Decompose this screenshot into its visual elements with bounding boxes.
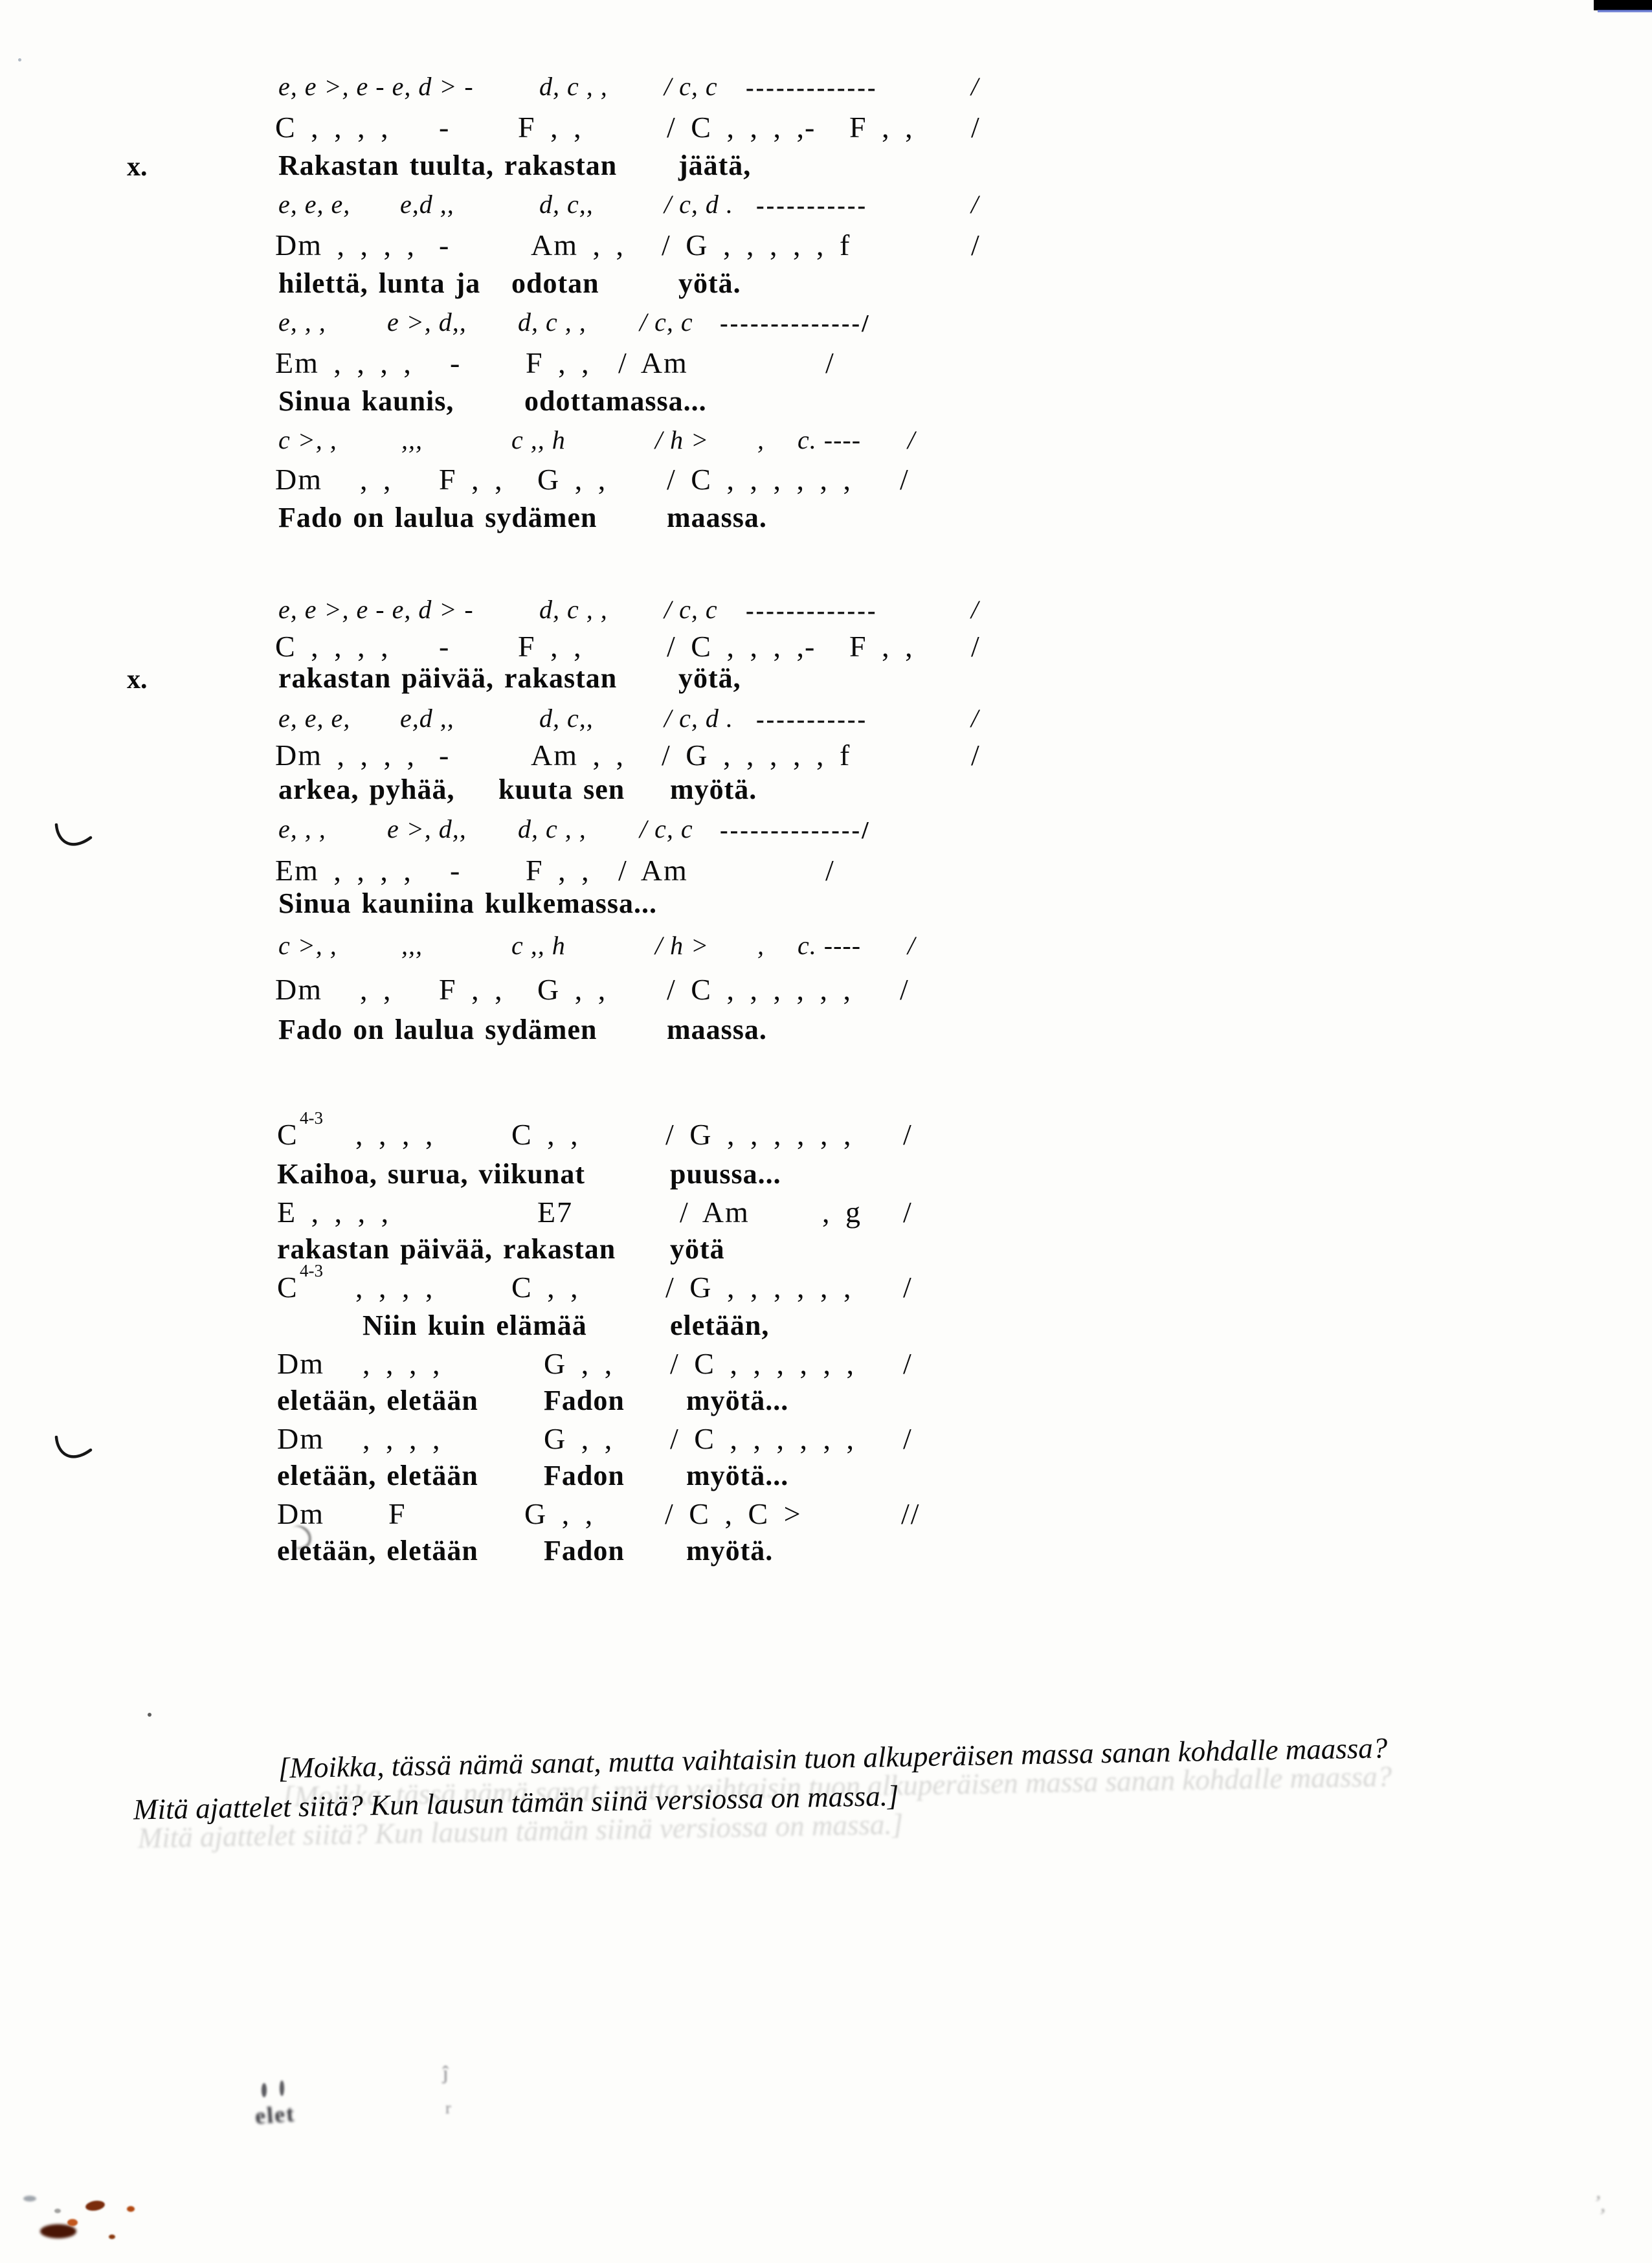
text-segment: eletään, eletään bbox=[277, 1385, 478, 1416]
verse2-melody-line-6 bbox=[0, 814, 1652, 854]
text-segment: / C , , , , , , bbox=[667, 463, 852, 496]
text-segment: d, c , , bbox=[518, 814, 586, 843]
text-segment: Fado on laulua sydämen bbox=[278, 1014, 597, 1045]
text-segment: / Am bbox=[680, 1196, 750, 1229]
text-segment: odotan bbox=[511, 267, 599, 299]
text-segment: / bbox=[825, 346, 835, 379]
text-segment: e, e >, e - e, d > - bbox=[278, 72, 474, 101]
text-segment: rakastan päivää, rakastan bbox=[277, 1233, 616, 1265]
text-segment: myötä... bbox=[686, 1460, 789, 1491]
text-segment: / C , , , , bbox=[667, 111, 805, 144]
text-segment: Niin kuin elämää bbox=[363, 1310, 587, 1341]
verse1-chords-line-7 bbox=[0, 346, 1652, 386]
verse2-lyrics-line-11 bbox=[0, 1013, 1652, 1053]
verse2-chords-line-4 bbox=[0, 738, 1652, 778]
text-segment: / bbox=[900, 463, 910, 496]
text-segment: / bbox=[900, 973, 910, 1006]
text-segment: F , , bbox=[849, 111, 914, 144]
text-segment: / Am bbox=[618, 346, 688, 379]
text-segment: , g bbox=[822, 1196, 862, 1229]
text-segment: C , , , , bbox=[275, 111, 390, 144]
text-segment: e, e >, e - e, d > - bbox=[278, 595, 474, 624]
text-segment: / G , , , , , f bbox=[662, 229, 851, 262]
text-segment: / h > bbox=[655, 931, 709, 960]
text-segment: G , , bbox=[537, 973, 607, 1006]
text-segment: / bbox=[971, 190, 979, 219]
text-segment: Am , , bbox=[531, 739, 625, 772]
text-segment: / G , , , , , , bbox=[665, 1118, 853, 1151]
text-segment: / bbox=[971, 72, 979, 101]
verse1-chords-line-4 bbox=[0, 228, 1652, 268]
text-segment: arkea, pyhää, bbox=[278, 774, 455, 805]
text-segment: E7 bbox=[537, 1196, 574, 1229]
text-segment: myötä... bbox=[686, 1385, 789, 1416]
verse1-lyrics-line-8 bbox=[0, 385, 1652, 425]
text-segment: / c, c bbox=[664, 72, 718, 101]
text-segment: ------------- bbox=[746, 74, 878, 102]
text-segment: / c, d . bbox=[664, 704, 733, 733]
text-segment: d, c,, bbox=[539, 190, 594, 219]
verse1-melody-line-9 bbox=[0, 425, 1652, 465]
text-segment: // bbox=[901, 1497, 921, 1530]
text-segment: e,d ,, bbox=[400, 704, 454, 733]
faded-ink-stamp: elet bbox=[254, 2100, 296, 2130]
text-segment: E , , , , bbox=[277, 1196, 390, 1229]
text-segment: Kaihoa, surua, viikunat bbox=[277, 1158, 586, 1190]
verse1-chords-line-1 bbox=[0, 110, 1652, 150]
text-segment: d, c,, bbox=[539, 704, 594, 733]
text-segment: eletään, eletään bbox=[277, 1460, 478, 1491]
ink-speck bbox=[280, 2080, 284, 2096]
text-segment: Em , , , , bbox=[275, 346, 412, 379]
text-segment: F , , bbox=[526, 346, 590, 379]
text-segment: - bbox=[439, 630, 451, 663]
rust-speck bbox=[109, 2235, 115, 2239]
text-segment: , bbox=[757, 931, 765, 960]
text-segment: / bbox=[971, 595, 979, 624]
text-segment: / G , , , , , , bbox=[665, 1271, 853, 1304]
text-segment: ,,, bbox=[401, 425, 423, 454]
verse1-lyrics-line-2 bbox=[0, 149, 1652, 189]
text-segment: / bbox=[971, 111, 981, 144]
verse2-melody-line-9 bbox=[0, 930, 1652, 970]
scan-corner-bar-blue-edge bbox=[1598, 10, 1652, 12]
text-segment: - bbox=[439, 111, 451, 144]
coda-chords-line-8 bbox=[0, 1421, 1652, 1462]
text-segment: / C , C > bbox=[665, 1497, 802, 1530]
text-segment: G , , bbox=[544, 1347, 614, 1380]
verse1-lyrics-line-5 bbox=[0, 267, 1652, 307]
text-segment: ------------- bbox=[746, 597, 878, 625]
verse2-margin-marker: x. bbox=[127, 665, 148, 695]
text-segment: Fadon bbox=[544, 1460, 625, 1491]
text-segment: , , , , bbox=[363, 1347, 441, 1380]
text-segment: eletään, bbox=[670, 1310, 770, 1341]
text-segment: C , , , , bbox=[275, 630, 390, 663]
text-segment: / bbox=[903, 1271, 913, 1304]
text-segment: Sinua kaunis, bbox=[278, 385, 454, 417]
coda-lyrics-line-5 bbox=[0, 1309, 1652, 1349]
text-segment: e >, d,, bbox=[387, 814, 467, 843]
text-segment: c ,, h bbox=[511, 425, 566, 454]
ink-dot bbox=[18, 58, 21, 61]
text-segment: / bbox=[903, 1347, 913, 1380]
verse1-melody-line-0 bbox=[0, 71, 1652, 111]
text-segment: / Am bbox=[618, 854, 688, 887]
text-segment: yötä, bbox=[678, 662, 741, 694]
text-segment: jäätä, bbox=[678, 150, 752, 181]
text-segment: / bbox=[971, 229, 981, 262]
text-segment: F , , bbox=[526, 854, 590, 887]
text-segment: e, , , bbox=[278, 814, 326, 843]
chord-suspension-superscript: 4-3 bbox=[300, 1261, 323, 1280]
verse1-margin-marker: x. bbox=[127, 152, 148, 182]
coda-lyrics-line-11 bbox=[0, 1534, 1652, 1574]
chord-suspension-superscript: 4-3 bbox=[300, 1108, 323, 1128]
text-segment: myötä. bbox=[670, 774, 757, 805]
text-segment: Dm , , , , bbox=[275, 739, 416, 772]
text-segment: / c, d . bbox=[664, 190, 733, 219]
text-segment: - bbox=[450, 854, 462, 887]
text-segment: Dm bbox=[277, 1422, 324, 1455]
text-segment: e,d ,, bbox=[400, 190, 454, 219]
text-segment: Dm bbox=[275, 463, 322, 496]
text-segment: kuuta sen bbox=[498, 774, 625, 805]
text-segment: Rakastan tuulta, rakastan bbox=[278, 150, 618, 181]
ink-speck bbox=[262, 2083, 267, 2097]
ink-dot bbox=[148, 1713, 151, 1717]
text-segment: e, e, e, bbox=[278, 704, 351, 733]
text-segment: , , , , bbox=[363, 1422, 441, 1455]
rust-speck bbox=[67, 2219, 78, 2226]
verse2-lyrics-line-5 bbox=[0, 773, 1652, 813]
text-segment: / C , , , , , , bbox=[670, 1422, 855, 1455]
text-segment: / bbox=[903, 1196, 913, 1229]
coda-chords-line-10 bbox=[0, 1497, 1652, 1537]
text-segment: / h > bbox=[655, 425, 709, 454]
text-segment: C , , bbox=[511, 1271, 579, 1304]
text-segment: yötä bbox=[670, 1233, 725, 1265]
text-segment: C bbox=[277, 1118, 298, 1151]
text-segment: Dm bbox=[277, 1347, 324, 1380]
text-segment: / bbox=[908, 425, 916, 454]
text-segment: F , , bbox=[849, 630, 914, 663]
text-segment: Dm , , , , bbox=[275, 229, 416, 262]
text-segment: / G , , , , , f bbox=[662, 739, 851, 772]
text-segment: c ,, h bbox=[511, 931, 566, 960]
text-segment: - bbox=[439, 739, 451, 772]
text-segment: maassa. bbox=[667, 1014, 767, 1045]
text-segment: Fadon bbox=[544, 1535, 625, 1566]
text-segment: / c, c bbox=[640, 814, 693, 843]
text-segment: F , , bbox=[518, 630, 583, 663]
scan-corner-bar bbox=[1594, 0, 1652, 10]
gray-speck bbox=[23, 2196, 36, 2202]
text-segment: / bbox=[971, 739, 981, 772]
text-segment: , , bbox=[360, 463, 392, 496]
text-segment: myötä. bbox=[686, 1535, 774, 1566]
text-segment: Fado on laulua sydämen bbox=[278, 502, 597, 533]
text-segment: maassa. bbox=[667, 502, 767, 533]
rust-speck bbox=[127, 2206, 135, 2212]
text-segment: / C , , , , , , bbox=[667, 973, 852, 1006]
gray-speck bbox=[54, 2209, 61, 2213]
ink-speck: r bbox=[445, 2099, 451, 2117]
text-segment: G , , bbox=[544, 1422, 614, 1455]
text-segment: d, c , , bbox=[539, 595, 608, 624]
text-segment: / bbox=[908, 931, 916, 960]
coda-lyrics-line-9 bbox=[0, 1459, 1652, 1499]
text-segment: c >, , bbox=[278, 931, 337, 960]
text-segment: Dm bbox=[277, 1497, 324, 1530]
text-segment: --------------/ bbox=[720, 310, 871, 337]
text-segment: F , , bbox=[439, 463, 504, 496]
verse2-melody-line-0 bbox=[0, 594, 1652, 634]
ink-speck: ’, bbox=[1592, 2191, 1609, 2217]
text-segment: c. ---- bbox=[798, 425, 862, 454]
text-segment: e >, d,, bbox=[387, 307, 467, 337]
text-segment: e, e, e, bbox=[278, 190, 351, 219]
text-segment: / bbox=[903, 1118, 913, 1151]
text-segment: Am , , bbox=[531, 229, 625, 262]
text-segment: d, c , , bbox=[539, 72, 608, 101]
text-segment: yötä. bbox=[678, 267, 741, 299]
note-line-1: [Moikka, tässä nämä sanat, mutta vaihtaisin tuon alkuperäisen massa sanan kohdalle maassa? bbox=[278, 1732, 1388, 1785]
text-segment: Sinua kauniina kulkemassa... bbox=[278, 887, 658, 919]
text-segment: d, c , , bbox=[518, 307, 586, 337]
text-segment: F bbox=[388, 1497, 407, 1530]
text-segment: / C , , , , bbox=[667, 630, 805, 663]
text-segment: - bbox=[450, 346, 462, 379]
text-segment: / C , , , , , , bbox=[670, 1347, 855, 1380]
text-segment: F , , bbox=[439, 973, 504, 1006]
verse2-melody-line-3 bbox=[0, 703, 1652, 743]
coda-lyrics-line-7 bbox=[0, 1384, 1652, 1424]
verse1-melody-line-3 bbox=[0, 189, 1652, 229]
text-segment: puussa... bbox=[670, 1158, 781, 1190]
text-segment: / bbox=[903, 1422, 913, 1455]
verse2-chords-line-10 bbox=[0, 972, 1652, 1012]
text-segment: Fadon bbox=[544, 1385, 625, 1416]
text-segment: , , , , bbox=[355, 1271, 434, 1304]
verse1-chords-line-10 bbox=[0, 462, 1652, 502]
text-segment: ----------- bbox=[756, 192, 868, 219]
text-segment: odottamassa... bbox=[524, 385, 707, 417]
text-segment: eletään, eletään bbox=[277, 1535, 478, 1566]
text-segment: , bbox=[757, 425, 765, 454]
text-segment: Em , , , , bbox=[275, 854, 412, 887]
text-segment: C bbox=[277, 1271, 298, 1304]
verse1-lyrics-line-11 bbox=[0, 501, 1652, 541]
text-segment: hilettä, lunta ja bbox=[278, 267, 481, 299]
note-line-2: Mitä ajattelet siitä? Kun lausun tämän siinä versiossa on massa.] bbox=[133, 1779, 899, 1826]
text-segment: C , , bbox=[511, 1118, 579, 1151]
coda-lyrics-line-1 bbox=[0, 1157, 1652, 1198]
rust-speck bbox=[85, 2200, 106, 2213]
text-segment: - bbox=[805, 630, 816, 663]
text-segment: --------------/ bbox=[720, 817, 871, 844]
coda-chords-line-2 bbox=[0, 1195, 1652, 1235]
text-segment: - bbox=[439, 229, 451, 262]
text-segment: c >, , bbox=[278, 425, 337, 454]
coda-chords-line-6 bbox=[0, 1346, 1652, 1387]
text-segment: c. ---- bbox=[798, 931, 862, 960]
text-segment: rakastan päivää, rakastan bbox=[278, 662, 618, 694]
verse2-lyrics-line-2 bbox=[0, 662, 1652, 702]
text-segment: / bbox=[825, 854, 835, 887]
text-segment: / bbox=[971, 704, 979, 733]
text-segment: F , , bbox=[518, 111, 583, 144]
text-segment: ----------- bbox=[756, 706, 868, 733]
text-segment: , , bbox=[360, 973, 392, 1006]
text-segment: ,,, bbox=[401, 931, 423, 960]
text-segment: , , , , bbox=[355, 1118, 434, 1151]
text-segment: / c, c bbox=[640, 307, 693, 337]
verse1-melody-line-6 bbox=[0, 307, 1652, 347]
text-segment: Dm bbox=[275, 973, 322, 1006]
coda-chords-line-0 bbox=[0, 1108, 1652, 1157]
text-segment: / c, c bbox=[664, 595, 718, 624]
verse2-lyrics-line-8 bbox=[0, 887, 1652, 927]
rust-speck bbox=[40, 2224, 76, 2238]
text-segment: - bbox=[805, 111, 816, 144]
text-segment: G , , bbox=[524, 1497, 594, 1530]
ink-speck: ĵ bbox=[443, 2062, 449, 2084]
coda-chords-line-4 bbox=[0, 1261, 1652, 1310]
text-segment: G , , bbox=[537, 463, 607, 496]
coda-lyrics-line-3 bbox=[0, 1232, 1652, 1273]
text-segment: / bbox=[971, 630, 981, 663]
text-segment: e, , , bbox=[278, 307, 326, 337]
